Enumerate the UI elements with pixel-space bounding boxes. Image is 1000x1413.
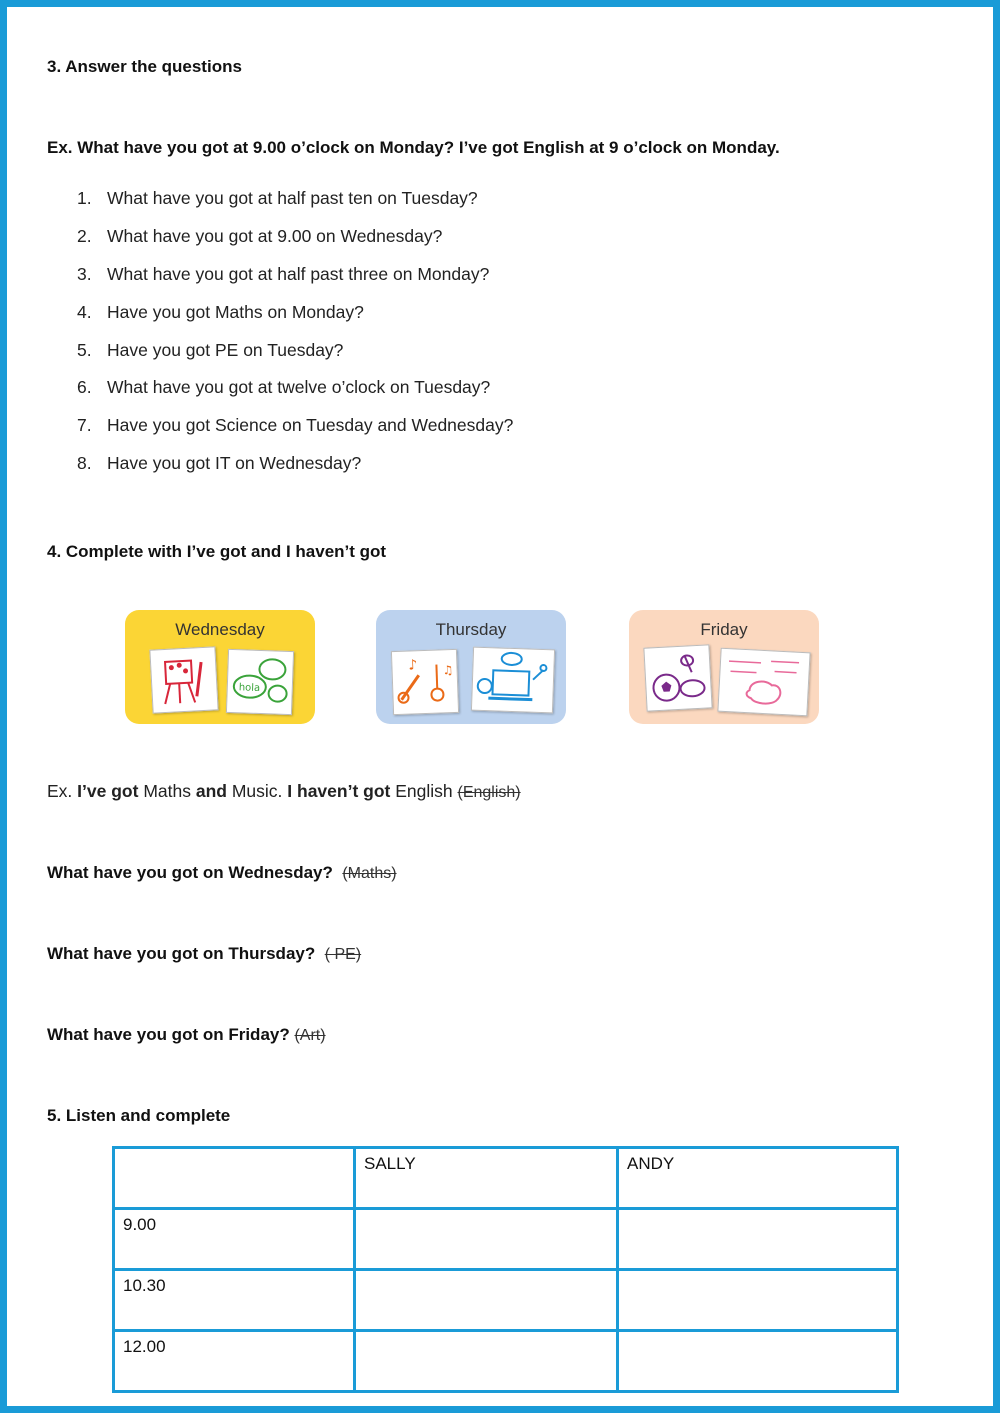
prompt-question: What have you got on Friday? <box>47 1025 290 1044</box>
answer-cell[interactable] <box>618 1331 898 1392</box>
example-subject-1: Maths <box>143 781 191 801</box>
example-subject-2: Music. <box>231 781 283 801</box>
it-computer-icon <box>471 647 555 714</box>
prompt-friday <box>47 1025 326 1045</box>
section-4-example <box>47 781 521 802</box>
time-cell: 9.00 <box>114 1209 355 1270</box>
svg-text:♫: ♫ <box>442 663 454 678</box>
table-row <box>114 1270 898 1331</box>
answer-cell[interactable] <box>355 1270 618 1331</box>
section-3-example: Ex. What have you got at 9.00 o’clock on Monday? I’ve got English at 9 o’clock on Monday. <box>47 138 780 157</box>
time-cell: 12.00 <box>114 1331 355 1392</box>
example-crossed: (English) <box>457 784 521 801</box>
card-title: Friday <box>700 620 748 639</box>
question-6 <box>77 377 490 398</box>
question-number: 3. <box>77 264 92 284</box>
question-text: What have you got at half past three on Monday? <box>107 264 490 284</box>
question-number: 2. <box>77 226 92 246</box>
answer-cell[interactable] <box>355 1209 618 1270</box>
question-7 <box>77 415 513 436</box>
question-number: 8. <box>77 453 92 473</box>
question-1 <box>77 188 478 209</box>
listen-complete-table <box>112 1146 899 1393</box>
time-cell: 10.30 <box>114 1270 355 1331</box>
answer-cell[interactable] <box>355 1331 618 1392</box>
science-maths-icon <box>717 648 810 717</box>
table-header-cell: ANDY <box>618 1148 898 1209</box>
question-number: 1. <box>77 188 92 208</box>
svg-text:♪: ♪ <box>408 657 418 674</box>
table-row <box>114 1331 898 1392</box>
question-text: What have you got at 9.00 on Wednesday? <box>107 226 443 246</box>
question-number: 4. <box>77 302 92 322</box>
table-header-row <box>114 1148 898 1209</box>
prompt-thursday <box>47 944 361 964</box>
table-row <box>114 1209 898 1270</box>
question-number: 5. <box>77 340 92 360</box>
table-header-cell <box>114 1148 355 1209</box>
question-2 <box>77 226 442 247</box>
question-text: Have you got IT on Wednesday? <box>107 453 362 473</box>
example-prefix: Ex. <box>47 781 73 801</box>
card-title: Wednesday <box>175 620 265 639</box>
question-text: What have you got at twelve o’clock on Tuesday? <box>107 377 491 397</box>
question-8 <box>77 453 361 474</box>
example-and: and <box>195 781 227 801</box>
music-icon <box>391 649 459 715</box>
prompt-question: What have you got on Thursday? <box>47 944 316 963</box>
prompt-wednesday <box>47 863 397 883</box>
wednesday-card <box>125 610 315 724</box>
example-got: I’ve got <box>77 781 139 801</box>
prompt-crossed: (Art) <box>294 1027 326 1044</box>
question-5 <box>77 340 343 361</box>
question-text: Have you got Maths on Monday? <box>107 302 364 322</box>
friday-card <box>629 610 819 724</box>
answer-cell[interactable] <box>618 1270 898 1331</box>
art-icon <box>149 646 218 713</box>
language-speech-icon <box>226 649 294 715</box>
prompt-crossed: ( PE) <box>324 946 362 963</box>
question-4 <box>77 302 364 323</box>
card-title: Thursday <box>435 620 507 639</box>
question-number: 7. <box>77 415 92 435</box>
question-3 <box>77 264 489 285</box>
example-subject-3: English <box>395 781 453 801</box>
pe-sports-icon <box>643 644 712 711</box>
question-text: Have you got Science on Tuesday and Wednesday? <box>107 415 514 435</box>
answer-cell[interactable] <box>618 1209 898 1270</box>
prompt-crossed: (Maths) <box>342 865 397 882</box>
section-5-heading: 5. Listen and complete <box>47 1106 231 1125</box>
svg-text:hola: hola <box>238 682 261 695</box>
question-number: 6. <box>77 377 92 397</box>
prompt-question: What have you got on Wednesday? <box>47 863 333 882</box>
example-not-got: I haven’t got <box>287 781 391 801</box>
table-header-cell: SALLY <box>355 1148 618 1209</box>
question-text: Have you got PE on Tuesday? <box>107 340 344 360</box>
question-text: What have you got at half past ten on Tuesday? <box>107 188 478 208</box>
section-4-heading: 4. Complete with I’ve got and I haven’t got <box>47 542 387 561</box>
thursday-card <box>376 610 566 724</box>
section-3-heading: 3. Answer the questions <box>47 57 242 76</box>
